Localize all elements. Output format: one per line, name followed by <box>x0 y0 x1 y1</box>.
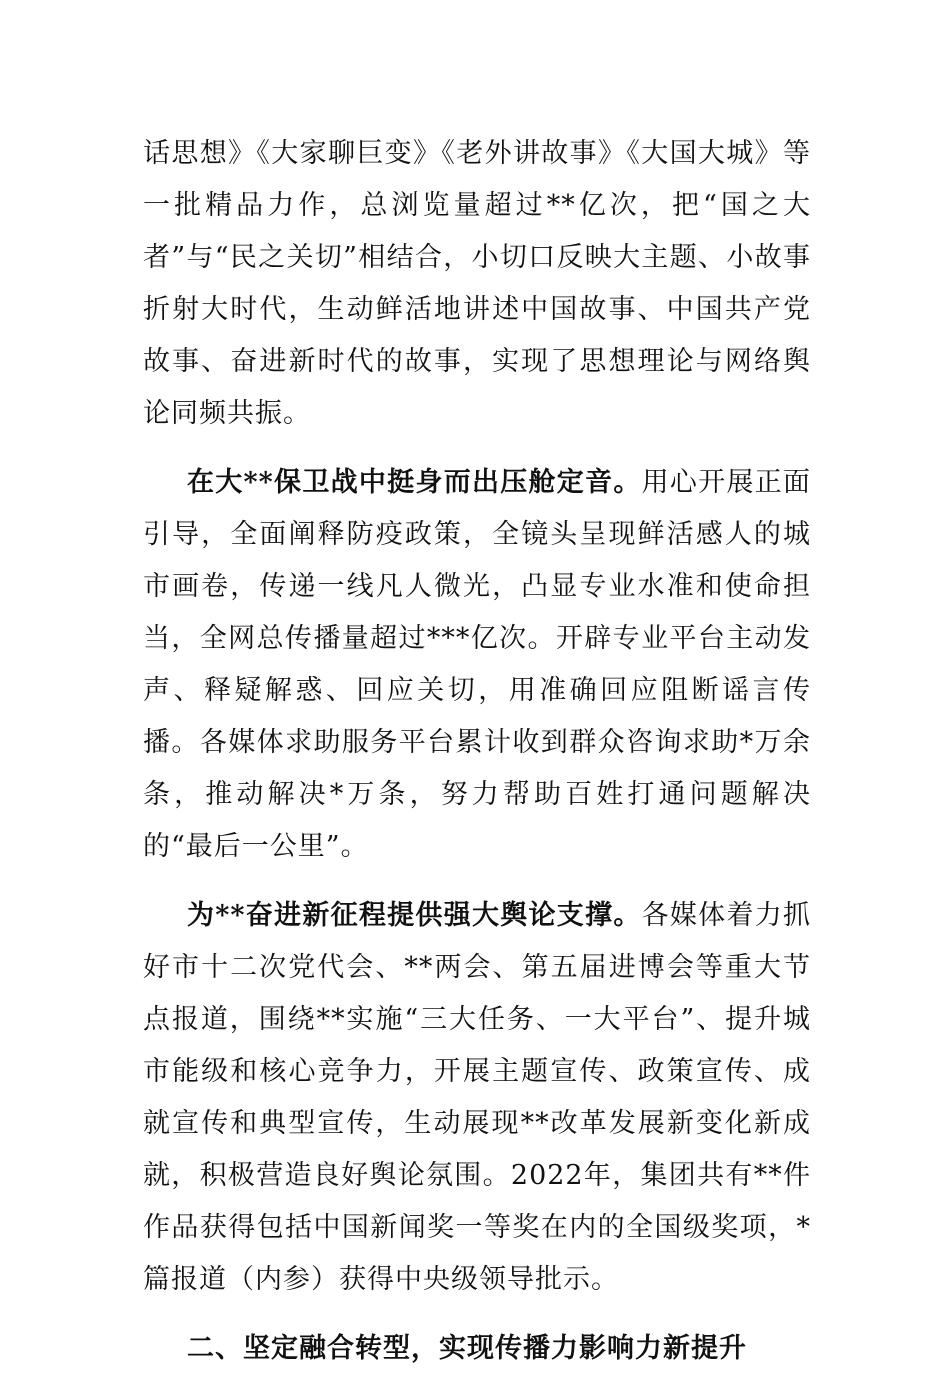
paragraph-lead-heading: 在大**保卫战中挺身而出压舱定音。 <box>187 467 642 498</box>
paragraph-text: 用心开展正面引导，全面阐释防疫政策，全镜头呈现鲜活感人的城市画卷，传递一线凡人微光，凸显专业水准和使命担当，全网总传播量超过***亿次。开辟专业平台主动发声、释疑解惑、回应关切，用准确回应阻断谣言传播。各媒体求助服务平台累计收到群众咨询求助*万余条，推动解决*万条，努力帮助百姓打通问题解决的“最后一公里”。 <box>143 467 811 862</box>
paragraph-epidemic-coverage <box>143 457 811 873</box>
section-heading: 二、坚定融合转型，实现传播力影响力新提升 <box>187 1333 747 1364</box>
paragraph-text: 话思想》《大家聊巨变》《老外讲故事》《大国大城》等一批精品力作，总浏览量超过**亿次，把“国之大者”与“民之关切”相结合，小切口反映大主题、小故事折射大时代，生动鲜活地讲述中国故事、中国共产党故事、奋进新时代的故事，实现了思想理论与网络舆论同频共振。 <box>143 138 811 429</box>
paragraph-text: 各媒体着力抓好市十二次党代会、**两会、第五届进博会等重大节点报道，围绕**实施“三大任务、一大平台”、提升城市能级和核心竞争力，开展主题宣传、政策宣传、成就宣传和典型宣传，生动展现**改革发展新变化新成就，积极营造良好舆论氛围。2022年，集团共有**件作品获得包括中国新闻奖一等奖在内的全国级奖项，*篇报道（内参）获得中央级领导批示。 <box>143 900 811 1295</box>
paragraph-public-opinion-support <box>143 890 811 1306</box>
paragraph-lead-heading: 为**奋进新征程提供强大舆论支撑。 <box>187 900 642 931</box>
document-body <box>143 128 811 1375</box>
paragraph-continued <box>143 128 811 440</box>
